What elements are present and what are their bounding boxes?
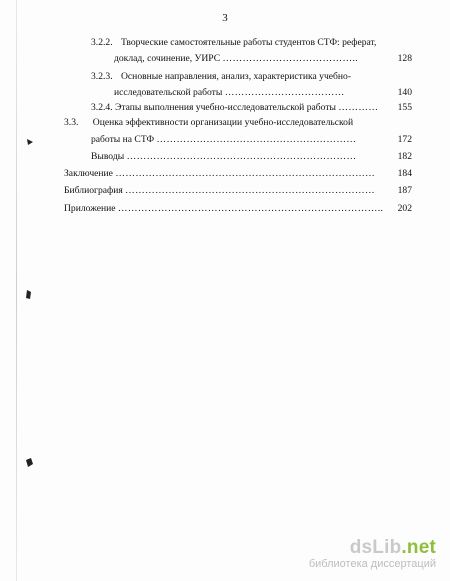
toc-title: работы на СТФ bbox=[91, 134, 155, 145]
scan-mark bbox=[25, 458, 34, 471]
toc-page: 155 bbox=[397, 102, 412, 113]
toc-leader: …………………………………………………………………… bbox=[115, 168, 376, 179]
toc-page: 140 bbox=[397, 87, 412, 98]
watermark bbox=[266, 537, 436, 571]
toc-leader: …………………………………………………………… bbox=[126, 151, 357, 162]
toc-entry bbox=[91, 101, 412, 114]
toc-number: 3.3. bbox=[64, 117, 79, 128]
toc-number: 3.2.4. bbox=[91, 102, 113, 113]
toc-leader: ………………………………………………………………… bbox=[125, 185, 376, 196]
toc-entry bbox=[64, 116, 353, 129]
toc-leader: …………………………………………………… bbox=[156, 134, 357, 145]
toc-title: Заключение bbox=[64, 168, 113, 179]
toc-page: 184 bbox=[397, 168, 412, 179]
toc-title: исследовательской работы bbox=[114, 87, 223, 98]
toc-title: Основные направления, анализ, характеристика учебно- bbox=[121, 71, 352, 82]
toc-title: Выводы bbox=[91, 151, 125, 162]
watermark-subtitle: библиотека диссертаций bbox=[308, 558, 436, 570]
toc-page: 202 bbox=[397, 203, 412, 214]
toc-title: Этапы выполнения учебно-исследовательской работы bbox=[115, 102, 336, 113]
toc-title: Творческие самостоятельные работы студентов СТФ: реферат, bbox=[121, 37, 377, 48]
toc-entry bbox=[91, 36, 376, 49]
toc-title: Оценка эффективности организации учебно-исследовательской bbox=[92, 117, 354, 128]
scan-mark bbox=[25, 290, 32, 303]
toc-leader: …………………………………………………………………….. bbox=[117, 203, 384, 214]
toc-entry bbox=[91, 133, 412, 146]
binding-edge bbox=[16, 0, 17, 581]
toc-leader: ………… bbox=[338, 102, 379, 113]
toc-entry bbox=[114, 52, 412, 65]
toc-leader: ………………………………….. bbox=[222, 53, 359, 64]
toc-page: 187 bbox=[397, 185, 412, 196]
toc-page: 172 bbox=[397, 134, 412, 145]
toc-entry bbox=[91, 150, 412, 163]
toc-entry bbox=[114, 86, 412, 99]
toc-title: Приложение bbox=[64, 203, 116, 214]
watermark-logo: dsLib.net bbox=[349, 537, 436, 558]
toc-leader: ……………………………… bbox=[224, 87, 345, 98]
toc-page: 128 bbox=[397, 53, 412, 64]
toc-number: 3.2.3. bbox=[91, 71, 113, 82]
toc-number: 3.2.2. bbox=[91, 37, 113, 48]
scan-mark bbox=[26, 138, 34, 149]
toc-title: доклад, сочинение, УИРС bbox=[114, 53, 221, 64]
toc-entry bbox=[64, 184, 412, 197]
toc-title: Библиография bbox=[64, 185, 123, 196]
toc-entry bbox=[64, 202, 412, 215]
toc-page: 182 bbox=[397, 151, 412, 162]
toc-entry bbox=[91, 70, 351, 83]
toc-entry bbox=[64, 167, 412, 180]
page-number: 3 bbox=[222, 12, 228, 24]
